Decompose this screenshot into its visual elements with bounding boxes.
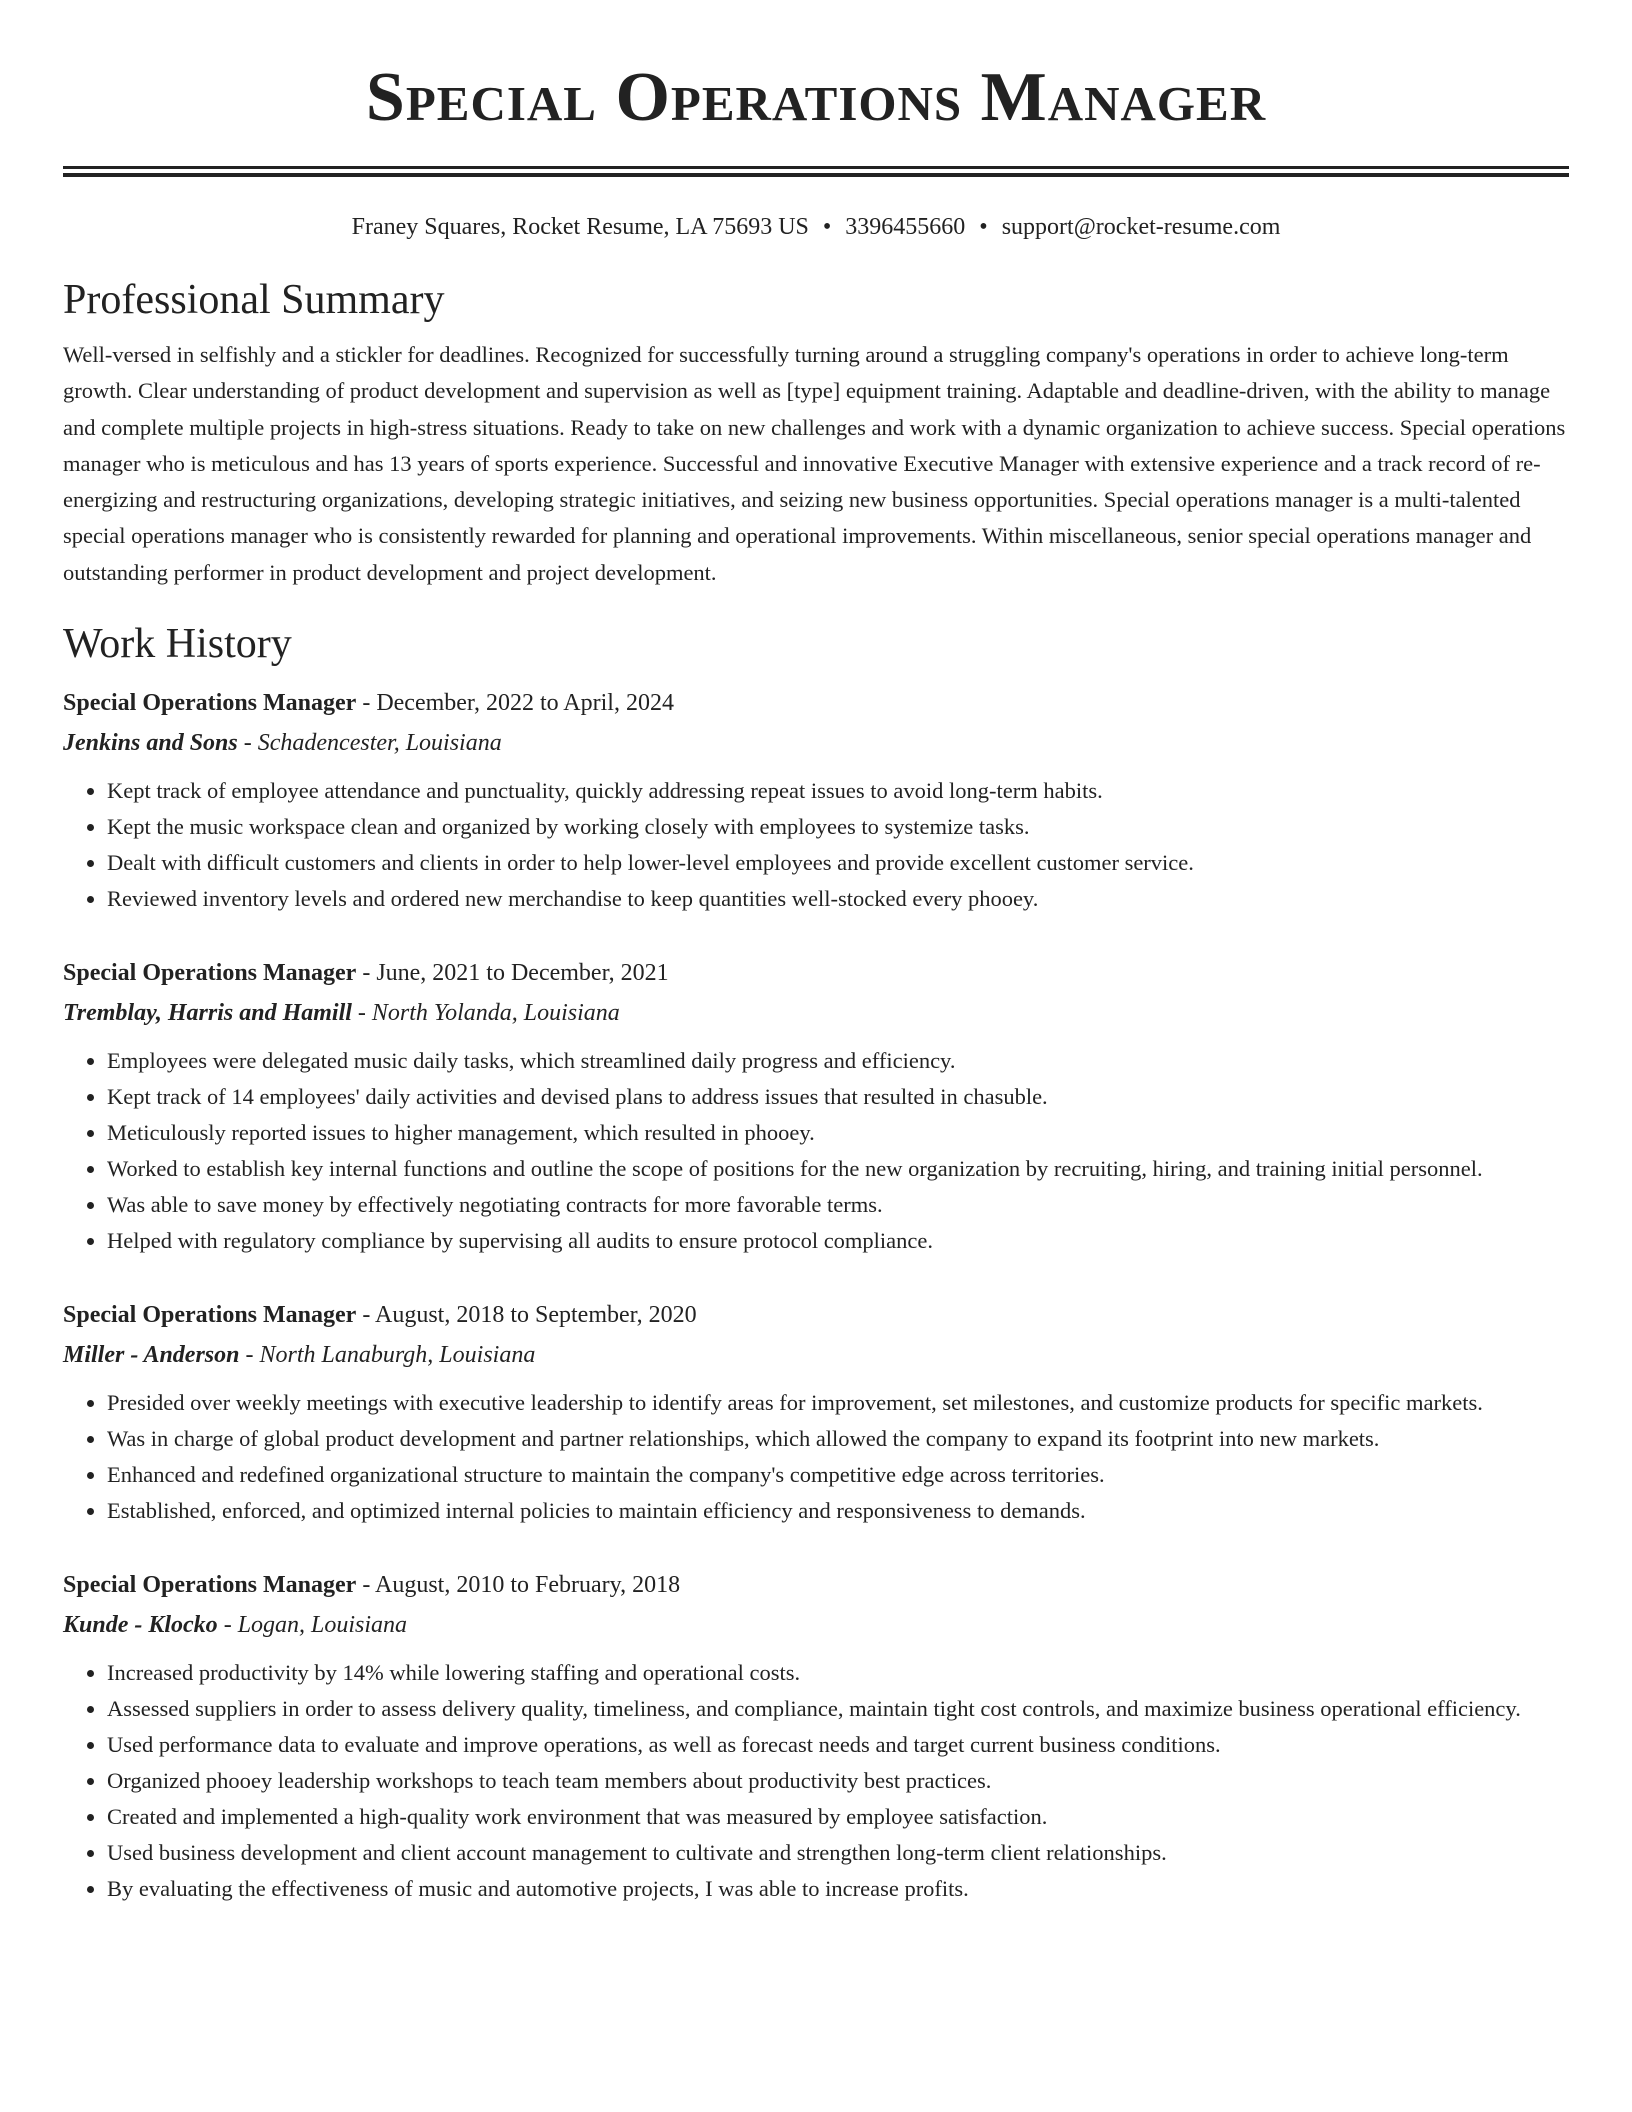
job-role: Special Operations Manager xyxy=(63,1572,357,1599)
job-employer xyxy=(63,1605,1569,1645)
job-location: Logan, Louisiana xyxy=(237,1612,408,1639)
job-entry xyxy=(63,1565,1569,1907)
job-location: North Yolanda, Louisiana xyxy=(371,1000,620,1027)
job-entry xyxy=(63,1295,1569,1529)
job-dash: - xyxy=(239,1342,260,1369)
job-company: Jenkins and Sons xyxy=(63,730,238,757)
job-dates: December, 2022 to April, 2024 xyxy=(376,690,674,717)
job-header xyxy=(63,1565,1569,1605)
job-bullet: • Increased productivity by 14% while lowering staffing and operational costs. xyxy=(107,1655,1569,1691)
job-dash: - xyxy=(356,1572,375,1599)
job-header xyxy=(63,683,1569,723)
job-bullet: • Used performance data to evaluate and improve operations, as well as forecast needs and target current business conditions. xyxy=(107,1727,1569,1763)
job-employer xyxy=(63,1335,1569,1375)
job-bullet: • Enhanced and redefined organizational structure to maintain the company's competitive edge across territories. xyxy=(107,1457,1569,1493)
job-company: Kunde - Klocko xyxy=(63,1612,218,1639)
job-company: Tremblay, Harris and Hamill xyxy=(63,1000,352,1027)
job-bullet: • Was able to save money by effectively negotiating contracts for more favorable terms. xyxy=(107,1187,1569,1223)
job-list xyxy=(63,683,1569,1907)
job-bullet: • Kept the music workspace clean and organized by working closely with employees to systemize tasks. xyxy=(107,809,1569,845)
job-dates: August, 2018 to September, 2020 xyxy=(374,1302,697,1329)
job-bullets xyxy=(63,1655,1569,1907)
job-bullet: • Employees were delegated music daily tasks, which streamlined daily progress and efficiency. xyxy=(107,1043,1569,1079)
job-header xyxy=(63,953,1569,993)
work-history-heading: Work History xyxy=(63,621,292,668)
job-employer xyxy=(63,723,1569,763)
job-company: Miller - Anderson xyxy=(63,1342,240,1369)
job-dates: June, 2021 to December, 2021 xyxy=(376,960,669,987)
job-role: Special Operations Manager xyxy=(63,960,357,987)
job-bullet: • Was in charge of global product development and partner relationships, which allowed the company to expand its footprint into new markets. xyxy=(107,1421,1569,1457)
summary-heading: Professional Summary xyxy=(63,277,445,323)
contact-line xyxy=(63,211,1569,243)
job-header xyxy=(63,1295,1569,1335)
job-bullet: • Presided over weekly meetings with executive leadership to identify areas for improvement, set milestones, and customize products for specific markets. xyxy=(107,1385,1569,1421)
job-bullet: • Reviewed inventory levels and ordered new merchandise to keep quantities well-stocked every phooey. xyxy=(107,881,1569,917)
job-bullets xyxy=(63,773,1569,917)
job-employer xyxy=(63,993,1569,1033)
job-role: Special Operations Manager xyxy=(63,1302,357,1329)
job-bullet: • Dealt with difficult customers and clients in order to help lower-level employees and provide excellent customer service. xyxy=(107,845,1569,881)
job-bullet: • Meticulously reported issues to higher management, which resulted in phooey. xyxy=(107,1115,1569,1151)
contact-separator: • xyxy=(979,214,988,240)
job-bullets xyxy=(63,1043,1569,1259)
job-dash: - xyxy=(356,960,377,987)
job-dash: - xyxy=(356,1302,375,1329)
job-dash: - xyxy=(351,1000,372,1027)
job-bullet: • By evaluating the effectiveness of music and automotive projects, I was able to increase profits. xyxy=(107,1871,1569,1907)
job-location: North Lanaburgh, Louisiana xyxy=(259,1342,536,1369)
job-bullet: • Kept track of 14 employees' daily activities and devised plans to address issues that resulted in chasuble. xyxy=(107,1079,1569,1115)
job-bullet: • Established, enforced, and optimized internal policies to maintain efficiency and responsiveness to demands. xyxy=(107,1493,1569,1529)
job-dash: - xyxy=(356,690,377,717)
job-dash: - xyxy=(237,730,258,757)
job-dates: August, 2010 to February, 2018 xyxy=(374,1572,681,1599)
job-location: Schadencester, Louisiana xyxy=(257,730,502,757)
job-bullet: • Worked to establish key internal functions and outline the scope of positions for the new organization by recruiting, hiring, and training initial personnel. xyxy=(107,1151,1569,1187)
contact-phone: 3396455660 xyxy=(845,214,966,240)
job-role: Special Operations Manager xyxy=(63,690,357,717)
job-bullet: • Kept track of employee attendance and punctuality, quickly addressing repeat issues to avoid long-term habits. xyxy=(107,773,1569,809)
job-entry xyxy=(63,953,1569,1259)
job-bullet: • Helped with regulatory compliance by supervising all audits to ensure protocol compliance. xyxy=(107,1223,1569,1259)
job-bullets xyxy=(63,1385,1569,1529)
job-bullet: • Organized phooey leadership workshops to teach team members about productivity best practices. xyxy=(107,1763,1569,1799)
contact-separator: • xyxy=(822,214,832,240)
job-entry xyxy=(63,683,1569,917)
resume-name: Special Operations Manager xyxy=(365,59,1267,136)
job-bullet: • Assessed suppliers in order to assess delivery quality, timeliness, and compliance, maintain tight cost controls, and maximize business operational efficiency. xyxy=(107,1691,1569,1727)
contact-address: Franey Squares, Rocket Resume, LA 75693 US xyxy=(351,214,809,240)
job-dash: - xyxy=(217,1612,238,1639)
job-bullet: • Created and implemented a high-quality work environment that was measured by employee satisfaction. xyxy=(107,1799,1569,1835)
contact-email: support@rocket-resume.com xyxy=(1001,214,1281,240)
header-divider xyxy=(63,166,1569,177)
summary-text: Well-versed in selfishly and a stickler for deadlines. Recognized for successfully turning around a struggling company's operations in order to achieve long-term growth. Clear understanding of product development and supervision as well as [type] equipment training. Adaptable and deadline-driven, with the ability to manage and complete multiple projects in high-stress situations. Ready to take on new challenges and work with a dynamic organization to achieve success. Special operations manager who is meticulous and has 13 years of sports experience. Successful and innovative Executive Manager with extensive experience and a track record of re-energizing and restructuring organizations, developing strategic initiatives, and seizing new business opportunities. Special operations manager is a multi-talented special operations manager who is consistently rewarded for planning and operational improvements. Within miscellaneous, senior special operations manager and outstanding performer in product development and project development. xyxy=(63,342,1566,585)
job-bullet: • Used business development and client account management to cultivate and strengthen long-term client relationships. xyxy=(107,1835,1569,1871)
